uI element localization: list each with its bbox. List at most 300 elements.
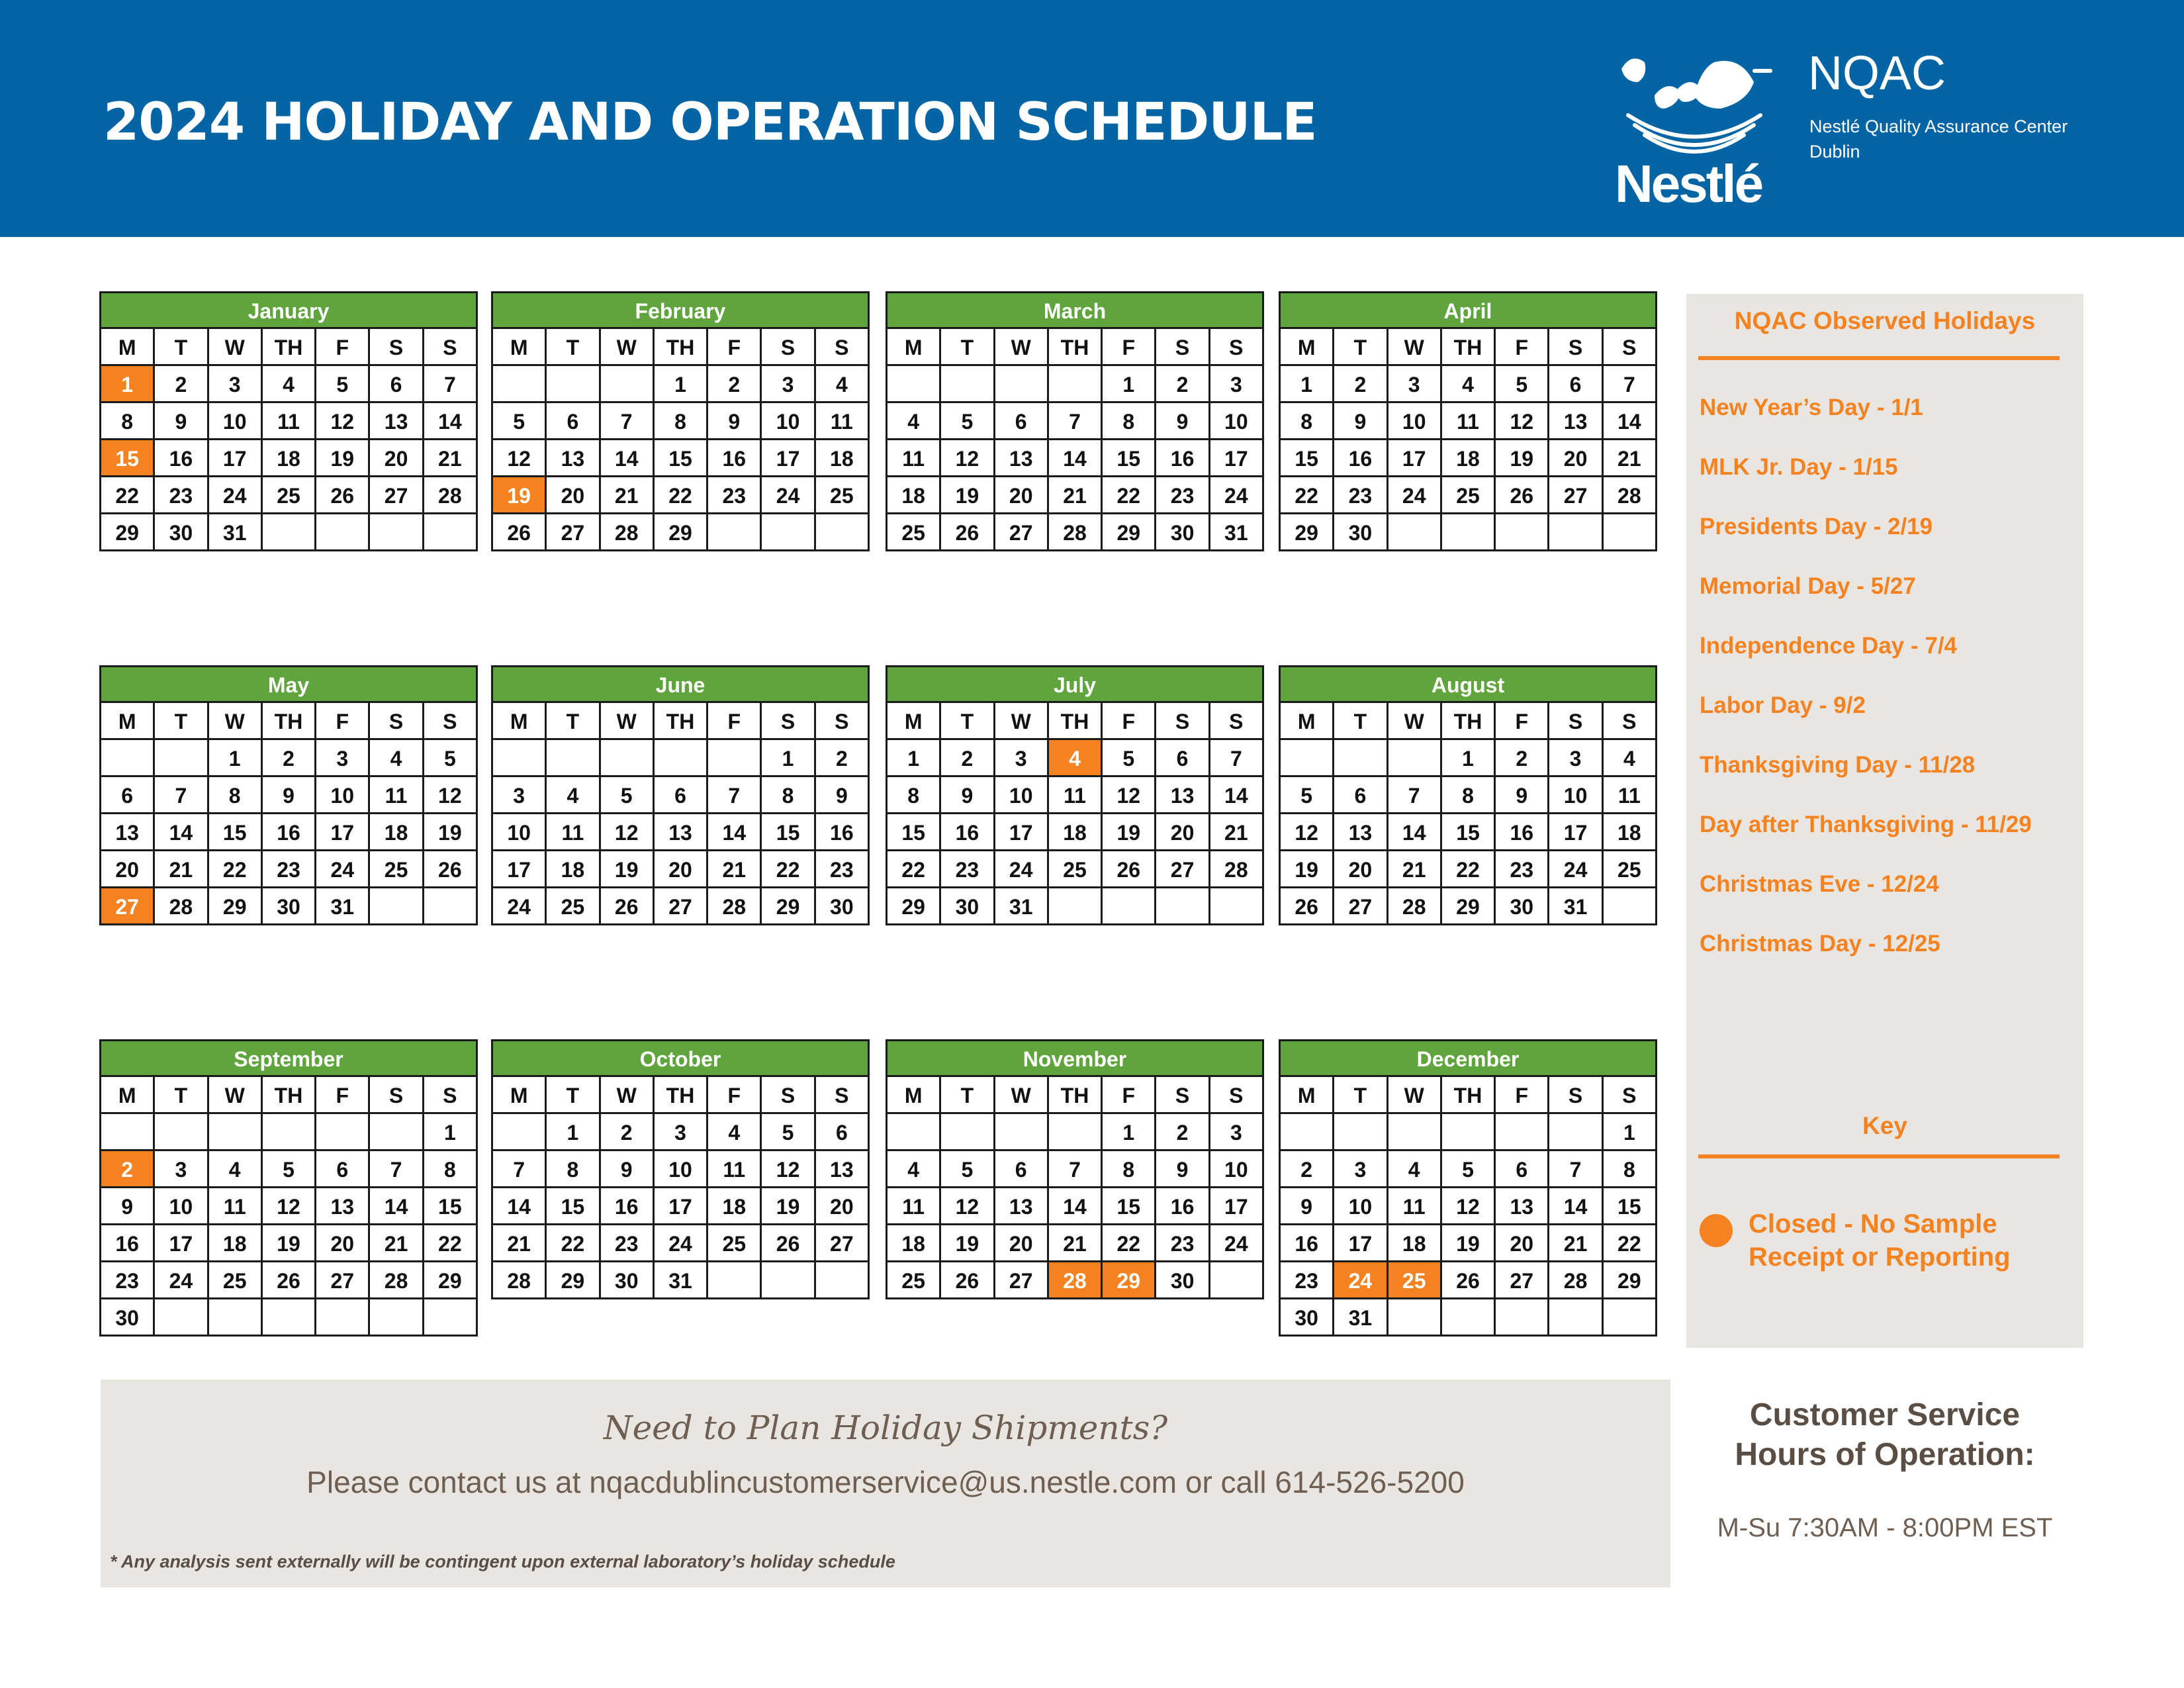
day-cell: 29 (1442, 888, 1496, 925)
day-cell: 14 (601, 440, 655, 477)
day-grid (1279, 1075, 1657, 1336)
empty-day-cell (1156, 888, 1210, 925)
day-cell: 3 (155, 1151, 208, 1188)
day-cell: 5 (941, 1151, 995, 1188)
day-cell: 23 (1281, 1262, 1334, 1299)
day-cell: 30 (155, 514, 208, 551)
day-cell: 22 (1103, 477, 1156, 514)
day-cell: 23 (155, 477, 208, 514)
day-cell: 15 (1604, 1188, 1657, 1225)
empty-day-cell (155, 740, 208, 777)
day-cell: 29 (762, 888, 815, 925)
empty-day-cell (424, 514, 478, 551)
day-cell: 4 (370, 740, 424, 777)
day-grid (99, 701, 478, 925)
day-cell: 17 (1210, 440, 1264, 477)
day-cell: 5 (1496, 366, 1549, 403)
weekday-header: S (370, 1077, 424, 1114)
day-cell: 21 (1049, 1225, 1103, 1262)
day-cell: 11 (263, 403, 316, 440)
day-cell: 23 (263, 851, 316, 888)
day-cell: 28 (155, 888, 208, 925)
weekday-header: W (995, 1077, 1049, 1114)
day-cell: 8 (101, 403, 155, 440)
day-cell: 25 (1604, 851, 1657, 888)
day-cell: 25 (1442, 477, 1496, 514)
weekday-header: F (708, 1077, 762, 1114)
empty-day-cell (424, 888, 478, 925)
empty-day-cell (101, 1114, 155, 1151)
day-cell: 16 (263, 814, 316, 851)
day-cell: 20 (370, 440, 424, 477)
day-cell: 1 (547, 1114, 600, 1151)
holiday-item: Christmas Eve - 12/24 (1700, 871, 1939, 897)
empty-day-cell (887, 1114, 941, 1151)
nestle-wordmark: Nestlé (1615, 154, 1762, 213)
holiday-day-cell: 1 (101, 366, 155, 403)
holiday-item: Memorial Day - 5/27 (1700, 573, 1916, 599)
empty-day-cell (263, 1299, 316, 1336)
day-grid (886, 1075, 1264, 1299)
weekday-header: M (101, 1077, 155, 1114)
holiday-item: Independence Day - 7/4 (1700, 633, 1958, 659)
day-cell: 17 (762, 440, 815, 477)
day-cell: 10 (1334, 1188, 1388, 1225)
weekday-header: M (887, 703, 941, 740)
weekday-header: S (1210, 703, 1264, 740)
org-full-name (1809, 114, 2068, 164)
day-cell: 7 (1049, 1151, 1103, 1188)
weekday-header: F (1496, 1077, 1549, 1114)
day-cell: 24 (655, 1225, 708, 1262)
day-cell: 3 (1334, 1151, 1388, 1188)
weekday-header: T (155, 329, 208, 366)
weekday-header: M (493, 1077, 547, 1114)
empty-day-cell (493, 740, 547, 777)
weekday-header: TH (1049, 703, 1103, 740)
month-name: September (99, 1039, 478, 1075)
day-cell: 6 (816, 1114, 870, 1151)
weekday-header: T (547, 1077, 600, 1114)
weekday-header: TH (263, 1077, 316, 1114)
weekday-header: S (1156, 329, 1210, 366)
day-cell: 20 (1334, 851, 1388, 888)
weekday-header: TH (1442, 703, 1496, 740)
day-cell: 8 (887, 777, 941, 814)
day-cell: 3 (1549, 740, 1603, 777)
weekday-header: M (493, 329, 547, 366)
day-cell: 27 (1334, 888, 1388, 925)
day-cell: 14 (1604, 403, 1657, 440)
day-cell: 2 (601, 1114, 655, 1151)
day-cell: 10 (1210, 1151, 1264, 1188)
weekday-header: S (1549, 329, 1603, 366)
day-cell: 21 (1049, 477, 1103, 514)
day-cell: 25 (887, 1262, 941, 1299)
day-cell: 13 (1496, 1188, 1549, 1225)
day-cell: 31 (1334, 1299, 1388, 1336)
day-cell: 15 (209, 814, 263, 851)
day-cell: 15 (1103, 1188, 1156, 1225)
day-cell: 27 (547, 514, 600, 551)
day-cell: 16 (101, 1225, 155, 1262)
day-cell: 29 (209, 888, 263, 925)
day-cell: 26 (1442, 1262, 1496, 1299)
day-cell: 1 (655, 366, 708, 403)
day-cell: 5 (316, 366, 370, 403)
day-cell: 19 (263, 1225, 316, 1262)
day-cell: 11 (209, 1188, 263, 1225)
day-cell: 18 (1049, 814, 1103, 851)
day-cell: 15 (655, 440, 708, 477)
day-cell: 8 (762, 777, 815, 814)
day-cell: 1 (1103, 1114, 1156, 1151)
weekday-header: S (424, 329, 478, 366)
weekday-header: M (1281, 703, 1334, 740)
day-cell: 26 (316, 477, 370, 514)
day-cell: 24 (762, 477, 815, 514)
empty-day-cell (1210, 888, 1264, 925)
day-cell: 18 (209, 1225, 263, 1262)
day-cell: 5 (424, 740, 478, 777)
day-cell: 12 (424, 777, 478, 814)
day-cell: 9 (708, 403, 762, 440)
day-cell: 5 (263, 1151, 316, 1188)
day-cell: 6 (316, 1151, 370, 1188)
day-cell: 13 (547, 440, 600, 477)
day-cell: 4 (708, 1114, 762, 1151)
day-cell: 4 (1442, 366, 1496, 403)
day-cell: 17 (493, 851, 547, 888)
empty-day-cell (941, 1114, 995, 1151)
day-cell: 23 (941, 851, 995, 888)
day-cell: 29 (887, 888, 941, 925)
day-cell: 12 (1281, 814, 1334, 851)
weekday-header: S (1549, 703, 1603, 740)
weekday-header: W (1388, 703, 1442, 740)
day-cell: 6 (370, 366, 424, 403)
day-cell: 4 (816, 366, 870, 403)
day-cell: 17 (155, 1225, 208, 1262)
day-cell: 12 (762, 1151, 815, 1188)
day-grid (886, 701, 1264, 925)
empty-day-cell (887, 366, 941, 403)
org-full-name-line1: Nestlé Quality Assurance Center (1809, 117, 2068, 136)
day-cell: 6 (1549, 366, 1603, 403)
day-cell: 1 (424, 1114, 478, 1151)
day-cell: 27 (1156, 851, 1210, 888)
day-cell: 14 (155, 814, 208, 851)
day-cell: 25 (209, 1262, 263, 1299)
day-cell: 23 (816, 851, 870, 888)
day-cell: 21 (370, 1225, 424, 1262)
weekday-header: T (941, 329, 995, 366)
empty-day-cell (493, 366, 547, 403)
day-cell: 3 (493, 777, 547, 814)
day-cell: 19 (762, 1188, 815, 1225)
empty-day-cell (708, 1262, 762, 1299)
weekday-header: TH (263, 703, 316, 740)
day-cell: 10 (316, 777, 370, 814)
day-cell: 8 (1442, 777, 1496, 814)
day-cell: 9 (101, 1188, 155, 1225)
day-cell: 8 (424, 1151, 478, 1188)
weekday-header: M (1281, 329, 1334, 366)
day-cell: 20 (1496, 1225, 1549, 1262)
weekday-header: S (370, 703, 424, 740)
day-cell: 17 (655, 1188, 708, 1225)
weekday-header: F (1496, 703, 1549, 740)
day-cell: 14 (370, 1188, 424, 1225)
holidays-panel (1686, 294, 2083, 1348)
weekday-header: M (101, 703, 155, 740)
day-cell: 28 (493, 1262, 547, 1299)
weekday-header: W (995, 329, 1049, 366)
weekday-header: TH (655, 329, 708, 366)
weekday-header: S (816, 1077, 870, 1114)
empty-day-cell (370, 888, 424, 925)
day-cell: 12 (1442, 1188, 1496, 1225)
weekday-header: F (708, 329, 762, 366)
empty-day-cell (1334, 1114, 1388, 1151)
weekday-header: W (601, 703, 655, 740)
day-cell: 30 (101, 1299, 155, 1336)
day-cell: 29 (547, 1262, 600, 1299)
day-grid (1279, 701, 1657, 925)
day-cell: 24 (995, 851, 1049, 888)
day-cell: 5 (1442, 1151, 1496, 1188)
day-cell: 20 (816, 1188, 870, 1225)
day-cell: 9 (941, 777, 995, 814)
empty-day-cell (370, 1114, 424, 1151)
weekday-header: W (601, 329, 655, 366)
day-cell: 16 (1156, 440, 1210, 477)
day-cell: 19 (941, 477, 995, 514)
empty-day-cell (655, 740, 708, 777)
day-cell: 22 (1604, 1225, 1657, 1262)
customer-service-title-line2: Hours of Operation: (1735, 1437, 2035, 1472)
empty-day-cell (1388, 514, 1442, 551)
day-cell: 14 (1549, 1188, 1603, 1225)
day-cell: 11 (1442, 403, 1496, 440)
day-cell: 20 (995, 1225, 1049, 1262)
day-cell: 23 (1496, 851, 1549, 888)
holiday-item: Thanksgiving Day - 11/28 (1700, 752, 1976, 778)
day-cell: 23 (1334, 477, 1388, 514)
empty-day-cell (1496, 1114, 1549, 1151)
day-cell: 17 (995, 814, 1049, 851)
day-cell: 10 (1388, 403, 1442, 440)
empty-day-cell (1549, 1299, 1603, 1336)
contact-question: Need to Plan Holiday Shipments? (603, 1409, 1168, 1447)
day-cell: 28 (1604, 477, 1657, 514)
weekday-header: T (547, 703, 600, 740)
day-cell: 16 (816, 814, 870, 851)
day-cell: 10 (655, 1151, 708, 1188)
empty-day-cell (316, 1114, 370, 1151)
day-cell: 20 (655, 851, 708, 888)
header-banner (0, 0, 2184, 237)
holiday-day-cell: 4 (1049, 740, 1103, 777)
day-cell: 2 (1281, 1151, 1334, 1188)
day-cell: 23 (601, 1225, 655, 1262)
holiday-day-cell: 24 (1334, 1262, 1388, 1299)
day-cell: 13 (370, 403, 424, 440)
day-cell: 19 (1496, 440, 1549, 477)
day-cell: 17 (1334, 1225, 1388, 1262)
day-cell: 24 (1549, 851, 1603, 888)
holiday-day-cell: 29 (1103, 1262, 1156, 1299)
empty-day-cell (263, 1114, 316, 1151)
day-cell: 4 (1388, 1151, 1442, 1188)
empty-day-cell (1334, 740, 1388, 777)
weekday-header: F (1103, 703, 1156, 740)
day-cell: 15 (762, 814, 815, 851)
month-calendar-april (1279, 291, 1657, 551)
weekday-header: W (209, 1077, 263, 1114)
day-cell: 28 (601, 514, 655, 551)
day-cell: 12 (316, 403, 370, 440)
day-cell: 5 (1281, 777, 1334, 814)
day-cell: 17 (316, 814, 370, 851)
day-cell: 14 (1049, 1188, 1103, 1225)
day-cell: 13 (995, 440, 1049, 477)
day-cell: 6 (1156, 740, 1210, 777)
weekday-header: S (1210, 329, 1264, 366)
day-cell: 15 (1442, 814, 1496, 851)
weekday-header: F (1103, 329, 1156, 366)
day-cell: 27 (370, 477, 424, 514)
day-cell: 9 (155, 403, 208, 440)
day-cell: 25 (1049, 851, 1103, 888)
day-cell: 24 (1388, 477, 1442, 514)
day-cell: 25 (370, 851, 424, 888)
day-cell: 16 (708, 440, 762, 477)
day-cell: 26 (493, 514, 547, 551)
weekday-header: S (1604, 703, 1657, 740)
day-cell: 2 (1156, 1114, 1210, 1151)
customer-service-title (1686, 1395, 2083, 1475)
day-cell: 19 (941, 1225, 995, 1262)
day-cell: 29 (655, 514, 708, 551)
weekday-header: W (601, 1077, 655, 1114)
empty-day-cell (995, 366, 1049, 403)
day-cell: 4 (263, 366, 316, 403)
month-name: April (1279, 291, 1657, 327)
day-cell: 19 (424, 814, 478, 851)
day-cell: 3 (1388, 366, 1442, 403)
empty-day-cell (1604, 514, 1657, 551)
day-cell: 21 (601, 477, 655, 514)
empty-day-cell (762, 1262, 815, 1299)
weekday-header: TH (263, 329, 316, 366)
empty-day-cell (316, 514, 370, 551)
day-cell: 31 (316, 888, 370, 925)
day-cell: 28 (1388, 888, 1442, 925)
day-cell: 7 (370, 1151, 424, 1188)
day-cell: 20 (547, 477, 600, 514)
day-cell: 4 (547, 777, 600, 814)
day-grid (491, 1075, 870, 1299)
day-cell: 16 (601, 1188, 655, 1225)
day-cell: 2 (155, 366, 208, 403)
day-cell: 3 (1210, 366, 1264, 403)
day-cell: 9 (1281, 1188, 1334, 1225)
holiday-day-cell: 2 (101, 1151, 155, 1188)
day-cell: 11 (887, 1188, 941, 1225)
day-cell: 31 (1549, 888, 1603, 925)
day-cell: 17 (209, 440, 263, 477)
weekday-header: T (1334, 1077, 1388, 1114)
day-cell: 9 (263, 777, 316, 814)
day-cell: 18 (708, 1188, 762, 1225)
day-cell: 6 (1334, 777, 1388, 814)
empty-day-cell (816, 514, 870, 551)
day-cell: 22 (1442, 851, 1496, 888)
weekday-header: M (887, 329, 941, 366)
month-name: November (886, 1039, 1264, 1075)
day-cell: 17 (1549, 814, 1603, 851)
empty-day-cell (762, 514, 815, 551)
day-cell: 22 (424, 1225, 478, 1262)
weekday-header: T (941, 1077, 995, 1114)
month-calendar-september (99, 1039, 478, 1336)
day-cell: 21 (424, 440, 478, 477)
day-cell: 7 (1604, 366, 1657, 403)
day-cell: 27 (995, 1262, 1049, 1299)
day-cell: 3 (762, 366, 815, 403)
day-cell: 18 (1442, 440, 1496, 477)
weekday-header: S (424, 1077, 478, 1114)
day-cell: 6 (655, 777, 708, 814)
empty-day-cell (547, 366, 600, 403)
day-cell: 30 (1156, 514, 1210, 551)
empty-day-cell (1442, 514, 1496, 551)
day-cell: 9 (816, 777, 870, 814)
day-cell: 26 (762, 1225, 815, 1262)
weekday-header: F (316, 703, 370, 740)
day-cell: 1 (887, 740, 941, 777)
day-cell: 4 (1604, 740, 1657, 777)
month-name: February (491, 291, 870, 327)
day-cell: 15 (424, 1188, 478, 1225)
day-cell: 9 (1156, 1151, 1210, 1188)
empty-day-cell (1281, 740, 1334, 777)
day-cell: 29 (101, 514, 155, 551)
holiday-item: New Year’s Day - 1/1 (1700, 395, 1923, 420)
weekday-header: S (424, 703, 478, 740)
weekday-header: TH (1049, 1077, 1103, 1114)
day-cell: 30 (1334, 514, 1388, 551)
day-cell: 16 (1496, 814, 1549, 851)
day-cell: 18 (263, 440, 316, 477)
day-cell: 3 (655, 1114, 708, 1151)
holiday-item: Day after Thanksgiving - 11/29 (1700, 812, 2032, 837)
day-cell: 15 (1103, 440, 1156, 477)
day-cell: 20 (1549, 440, 1603, 477)
empty-day-cell (316, 1299, 370, 1336)
day-cell: 22 (547, 1225, 600, 1262)
weekday-header: F (1103, 1077, 1156, 1114)
empty-day-cell (1496, 1299, 1549, 1336)
key-title: Key (1862, 1112, 1907, 1139)
weekday-header: S (816, 703, 870, 740)
day-cell: 21 (155, 851, 208, 888)
day-cell: 13 (1334, 814, 1388, 851)
day-cell: 18 (547, 851, 600, 888)
day-cell: 16 (941, 814, 995, 851)
day-cell: 2 (941, 740, 995, 777)
